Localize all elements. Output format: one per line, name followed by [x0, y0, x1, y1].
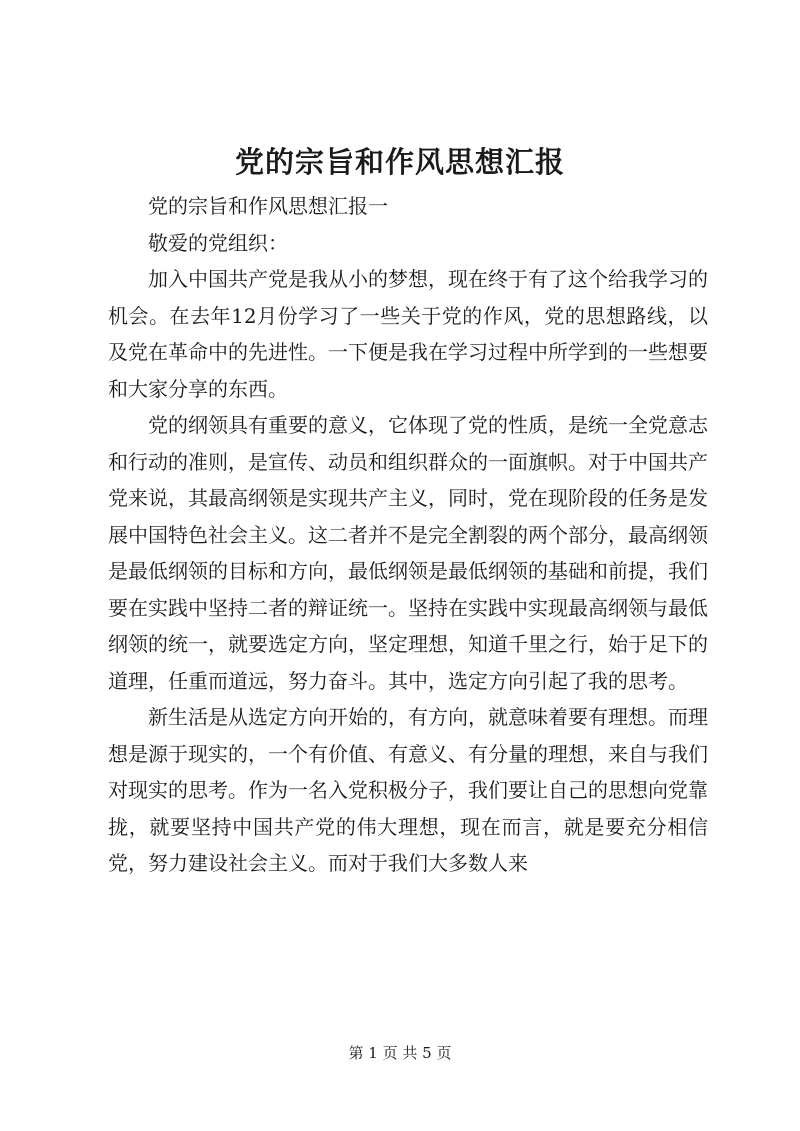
- document-body: [108, 188, 708, 882]
- paragraph-3: 新生活是从选定方向开始的，有方向，就意味着要有理想。而理想是源于现实的，一个有价值、有意义、有分量的理想，来自与我们对现实的思考。作为一名入党积极分子，我们要让自己的思想向党靠拢，就要坚持中国共产党的伟大理想，现在而言，就是要充分相信党，努力建设社会主义。而对于我们大多数人来: [108, 705, 708, 875]
- page-number-footer: 第 1 页 共 5 页: [348, 1044, 452, 1062]
- paragraph-1: 加入中国共产党是我从小的梦想，现在终于有了这个给我学习的机会。在去年12月份学习了一些关于党的作风，党的思想路线，以及党在革命中的先进性。一下便是我在学习过程中所学到的一些想要和大家分享的东西。: [108, 267, 708, 401]
- document-title: 党的宗旨和作风思想汇报: [234, 145, 565, 179]
- paragraph-subtitle: 党的宗旨和作风思想汇报一: [148, 194, 388, 218]
- paragraph-salutation: 敬爱的党组织：: [148, 230, 288, 255]
- paragraph-2: 党的纲领具有重要的意义，它体现了党的性质，是统一全党意志和行动的准则，是宣传、动员和组织群众的一面旗帜。对于中国共产党来说，其最高纲领是实现共产主义，同时，党在现阶段的任务是发展中国特色社会主义。这二者并不是完全割裂的两个部分，最高纲领是最低纲领的目标和方向，最低纲领是最低纲领的基础和前提，我们要在实践中坚持二者的辩证统一。坚持在实践中实现最高纲领与最低纲领的统一，就要选定方向，坚定理想，知道千里之行，始于足下的道理，任重而道远，努力奋斗。其中，选定方向引起了我的思考。: [108, 413, 708, 693]
